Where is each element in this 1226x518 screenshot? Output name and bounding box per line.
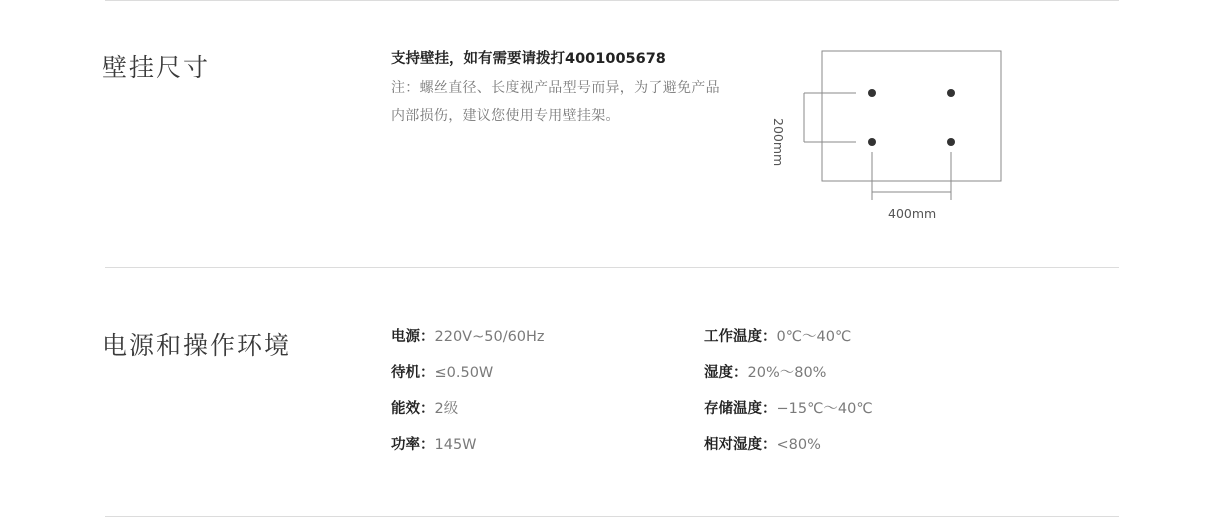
- spec-label: 湿度：: [704, 365, 748, 381]
- spec-standby: [391, 363, 493, 383]
- spec-label: 功率：: [391, 437, 435, 453]
- spec-value: 20%～80%: [747, 365, 827, 381]
- wall-mount-title: 壁挂尺寸: [102, 53, 211, 82]
- height-dimension-label: 200mm: [771, 118, 786, 167]
- mount-hole-bottom-left: [868, 138, 876, 146]
- wall-mount-note: 注：螺丝直径、长度视产品型号而异，为了避免产品内部损伤，建议您使用专用壁挂架。: [391, 80, 720, 124]
- spec-label: 待机：: [391, 365, 435, 381]
- spec-value: 0℃～40℃: [776, 329, 852, 345]
- spec-value: <80%: [776, 437, 821, 453]
- mount-hole-top-left: [868, 89, 876, 97]
- spec-label: 工作温度：: [704, 329, 777, 345]
- middle-divider: [105, 267, 1119, 268]
- top-divider: [105, 0, 1119, 1]
- spec-energy-efficiency: [391, 399, 458, 419]
- spec-value: ≤0.50W: [434, 365, 494, 381]
- spec-value: 2级: [434, 401, 459, 417]
- spec-power-supply: [391, 327, 545, 347]
- power-environment-title: 电源和操作环境: [102, 331, 292, 360]
- spec-label: 电源：: [391, 329, 435, 345]
- mount-diagram-svg: [770, 40, 1020, 230]
- wall-mount-diagram: [770, 40, 1020, 230]
- mount-hole-top-right: [947, 89, 955, 97]
- spec-label: 相对湿度：: [704, 437, 777, 453]
- spec-operating-temperature: [704, 327, 851, 347]
- wall-mount-heading: 支持壁挂，如有需要请拨打4001005678: [391, 51, 666, 67]
- spec-storage-temperature: [704, 399, 873, 419]
- spec-power: [391, 435, 477, 455]
- spec-humidity: [704, 363, 826, 383]
- spec-value: 220V~50/60Hz: [434, 329, 545, 345]
- bottom-divider: [105, 516, 1119, 517]
- tv-back-outline: [822, 51, 1001, 181]
- spec-value: 145W: [434, 437, 477, 453]
- spec-relative-humidity: [704, 435, 821, 455]
- spec-value: −15℃～40℃: [776, 401, 873, 417]
- width-dimension-label: 400mm: [888, 206, 937, 221]
- mount-hole-bottom-right: [947, 138, 955, 146]
- spec-label: 能效：: [391, 401, 435, 417]
- spec-label: 存储温度：: [704, 401, 777, 417]
